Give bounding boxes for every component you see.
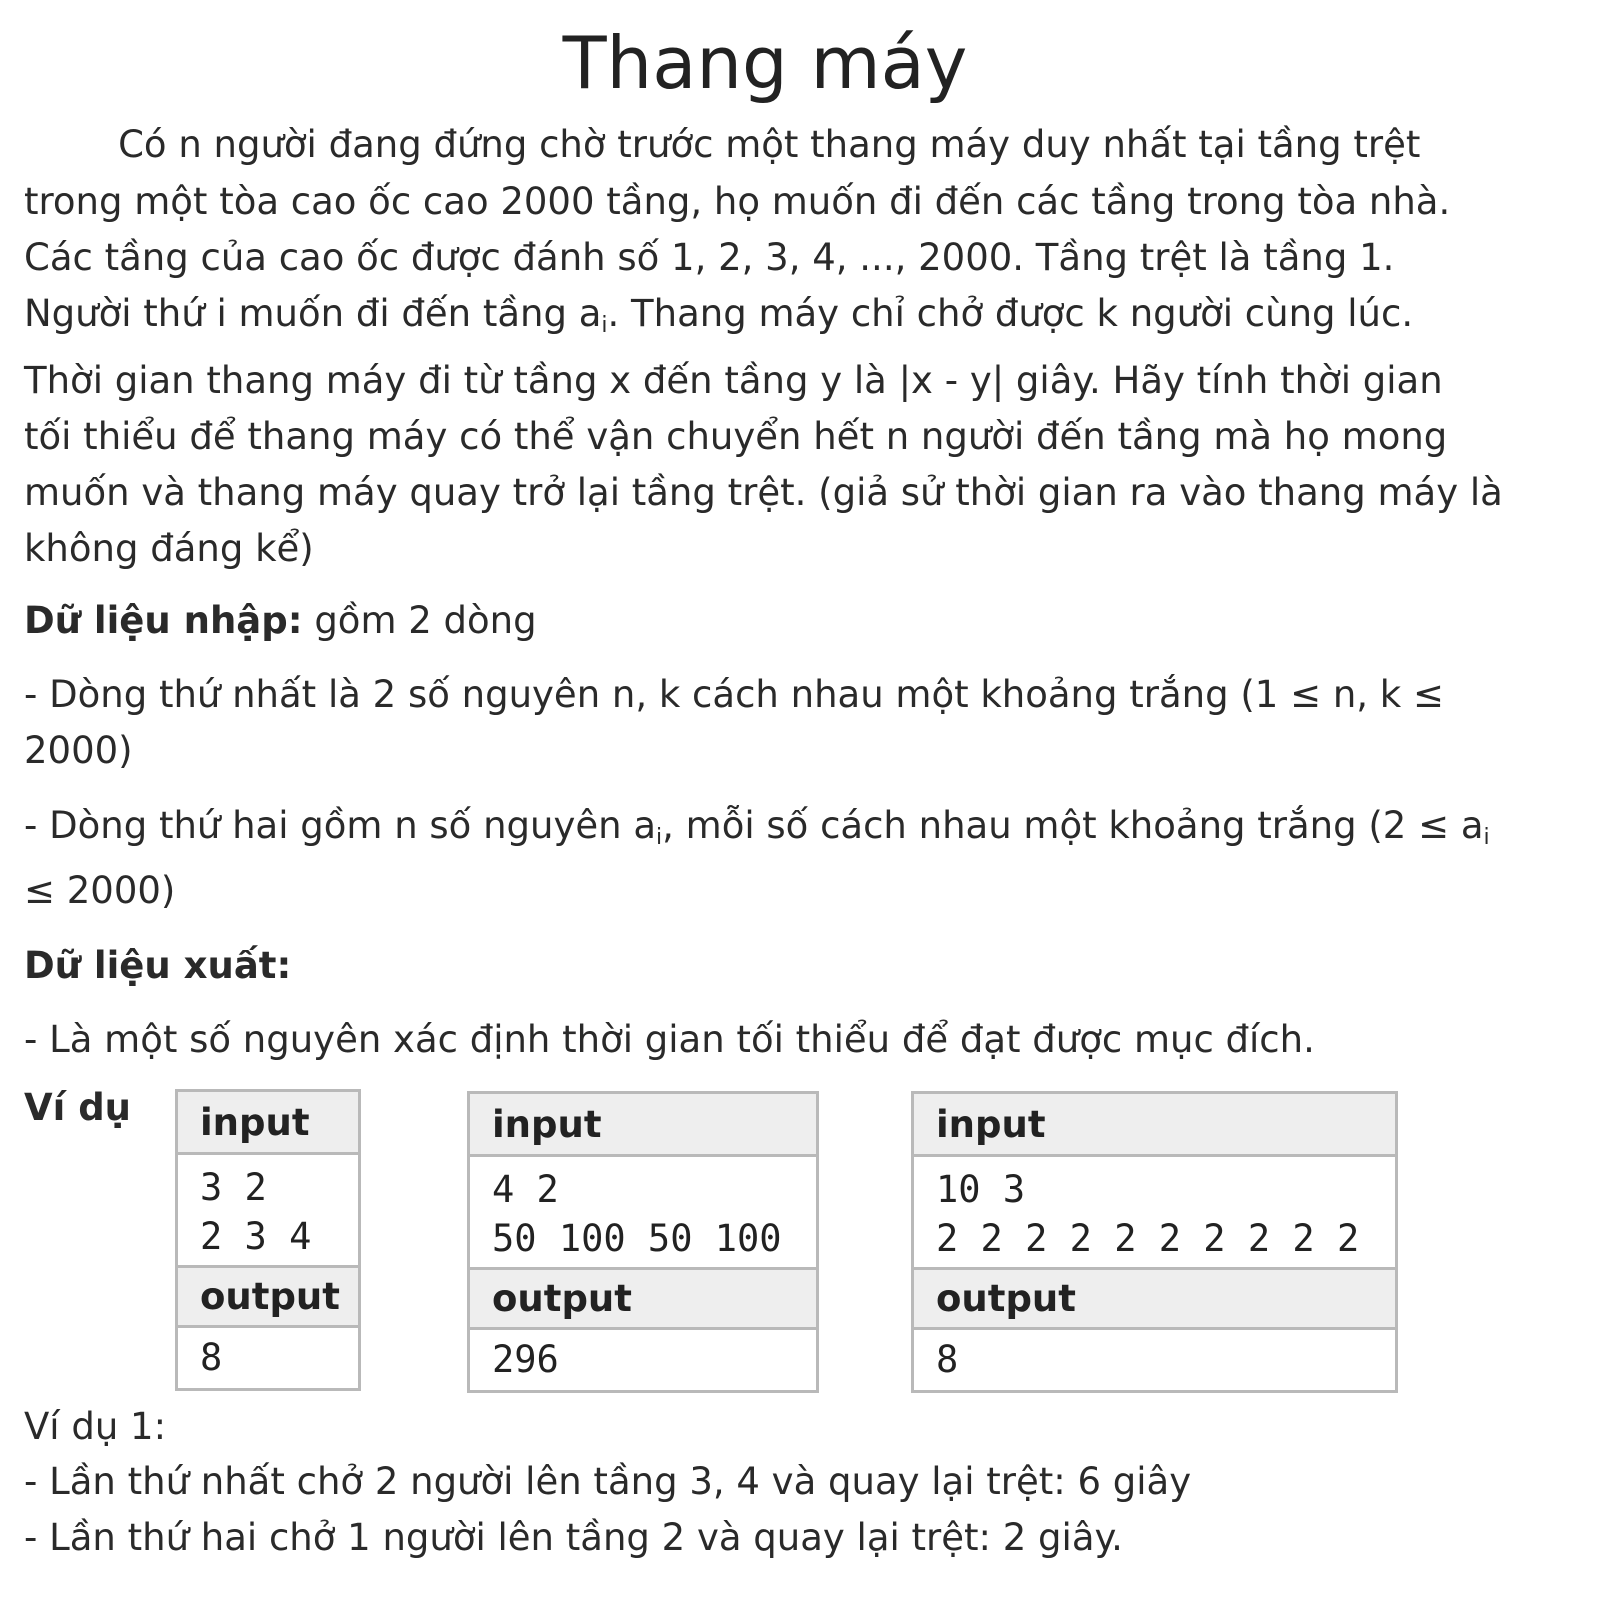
sample-box-3 [911,1091,1398,1393]
text-span: Người thứ i muốn đi đến tầng a [24,292,602,335]
sample-box-1 [175,1089,361,1391]
input-line: 2000) [24,729,133,772]
paragraph-line: Các tầng của cao ốc được đánh số 1, 2, 3, 4, ..., 2000. Tầng trệt là tầng 1. [24,236,1395,279]
text-span: , mỗi số cách nhau một khoảng trắng (2 ≤ a [662,804,1484,847]
sample-input-line: 2 2 2 2 2 2 2 2 2 2 [936,1217,1360,1260]
output-line: - Là một số nguyên xác định thời gian tối thiểu để đạt được mục đích. [24,1018,1315,1061]
explanation-line: - Lần thứ nhất chở 2 người lên tầng 3, 4 và quay lại trệt: 6 giây [24,1460,1192,1503]
subscript: i [601,313,608,338]
text-span: - Dòng thứ hai gồm n số nguyên a [24,804,657,847]
paragraph-line: muốn và thang máy quay trở lại tầng trệt. (giả sử thời gian ra vào thang máy là [24,471,1503,514]
sample-input-line: 3 2 [200,1166,267,1209]
sample-input-header: input [914,1094,1395,1154]
sample-output-header: output [178,1265,358,1325]
input-heading [24,592,1584,649]
sample-input-line: 2 3 4 [200,1215,312,1258]
input-label: Dữ liệu nhập: [24,599,303,642]
paragraph-line [24,285,1584,342]
sample-output-body: 8 [178,1325,358,1388]
sample-output-header: output [470,1267,816,1327]
subscript: i [656,825,663,850]
input-line [24,797,1584,854]
sample-input-line: 50 100 50 100 [492,1217,782,1260]
paragraph-line: Thời gian thang máy đi từ tầng x đến tầng y là |x - y| giây. Hãy tính thời gian [24,359,1443,402]
subscript: i [1483,825,1490,850]
input-line: - Dòng thứ nhất là 2 số nguyên n, k cách nhau một khoảng trắng (1 ≤ n, k ≤ [24,673,1445,716]
text-span: . Thang máy chỉ chở được k người cùng lúc. [607,292,1414,335]
sample-input-body [470,1154,816,1267]
input-line: ≤ 2000) [24,869,176,912]
page-title: Thang máy [562,21,968,105]
paragraph-line: không đáng kể) [24,527,314,570]
sample-input-body [178,1152,358,1265]
sample-output-header: output [914,1267,1395,1327]
sample-input-body [914,1154,1395,1267]
sample-input-header: input [470,1094,816,1154]
sample-input-line: 4 2 [492,1168,559,1211]
output-heading: Dữ liệu xuất: [24,944,292,987]
sample-output-body: 296 [470,1327,816,1390]
paragraph-line: Có n người đang đứng chờ trước một thang máy duy nhất tại tầng trệt [24,123,1421,166]
examples-label: Ví dụ [24,1086,132,1129]
sample-input-header: input [178,1092,358,1152]
input-label-text: gồm 2 dòng [302,599,537,642]
sample-output-body: 8 [914,1327,1395,1390]
sample-box-2 [467,1091,819,1393]
explanation-heading: Ví dụ 1: [24,1405,167,1448]
paragraph-line: tối thiểu để thang máy có thể vận chuyển hết n người đến tầng mà họ mong [24,415,1448,458]
sample-input-line: 10 3 [936,1168,1026,1211]
paragraph-line: trong một tòa cao ốc cao 2000 tầng, họ muốn đi đến các tầng trong tòa nhà. [24,180,1451,223]
explanation-line: - Lần thứ hai chở 1 người lên tầng 2 và quay lại trệt: 2 giây. [24,1516,1123,1559]
